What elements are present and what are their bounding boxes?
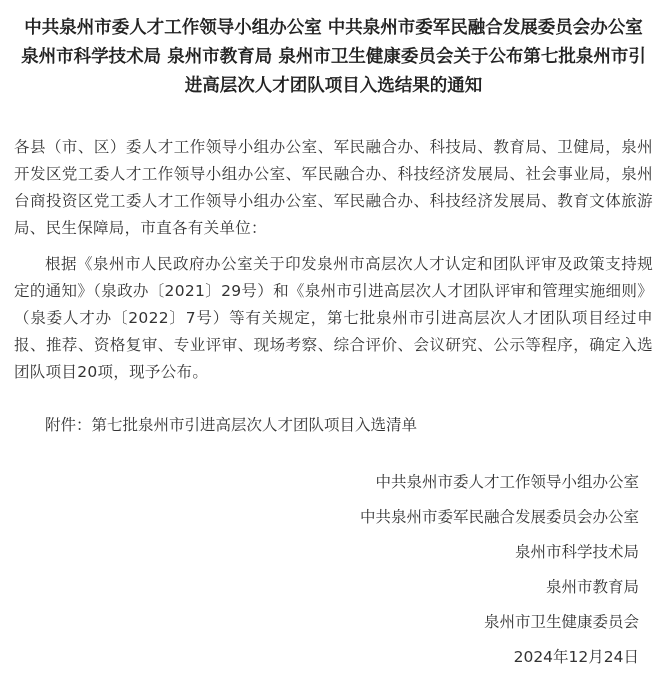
attachment-label: 附件： bbox=[45, 416, 92, 434]
signatory-health-commission: 泉州市卫生健康委员会 bbox=[483, 613, 639, 631]
signature-block bbox=[14, 465, 653, 675]
signatory-science-bureau: 泉州市科学技术局 bbox=[514, 543, 639, 561]
notice-date: 2024年12月24日 bbox=[513, 648, 639, 666]
signatory-education-bureau: 泉州市教育局 bbox=[545, 578, 639, 596]
notice-title: 中共泉州市委人才工作领导小组办公室 中共泉州市委军民融合发展委员会办公室 泉州市科学技术局 泉州市教育局 泉州市卫生健康委员会关于公布第七批泉州市引进高层次人才团队项目入选结果的通知 bbox=[21, 18, 646, 96]
signatory-military-civil-office: 中共泉州市委军民融合发展委员会办公室 bbox=[359, 508, 639, 526]
salutation-paragraph: 各县（市、区）委人才工作领导小组办公室、军民融合办、科技局、教育局、卫健局，泉州开发区党工委人才工作领导小组办公室、军民融合办、科技经济发展局、社会事业局，泉州台商投资区党工委人才工作领导小组办公室、军民融合办、科技经济发展局、教育文体旅游局、民生保障局，市直各有关单位： bbox=[14, 138, 653, 237]
body-paragraph: 根据《泉州市人民政府办公室关于印发泉州市高层次人才认定和团队评审及政策支持规定的通知》（泉政办〔2021〕29号）和《泉州市引进高层次人才团队评审和管理实施细则》（泉委人才办〔2022〕7号）等有关规定，第七批泉州市引进高层次人才团队项目经过申报、推荐、资格复审、专业评审、现场考察、综合评价、会议研究、公示等程序，确定入选团队项目20项，现予公布。 bbox=[14, 255, 653, 381]
attachment-link[interactable]: 第七批泉州市引进高层次人才团队项目入选清单 bbox=[91, 416, 418, 434]
attachment-line bbox=[14, 412, 653, 439]
signatory-talent-office: 中共泉州市委人才工作领导小组办公室 bbox=[375, 473, 639, 491]
